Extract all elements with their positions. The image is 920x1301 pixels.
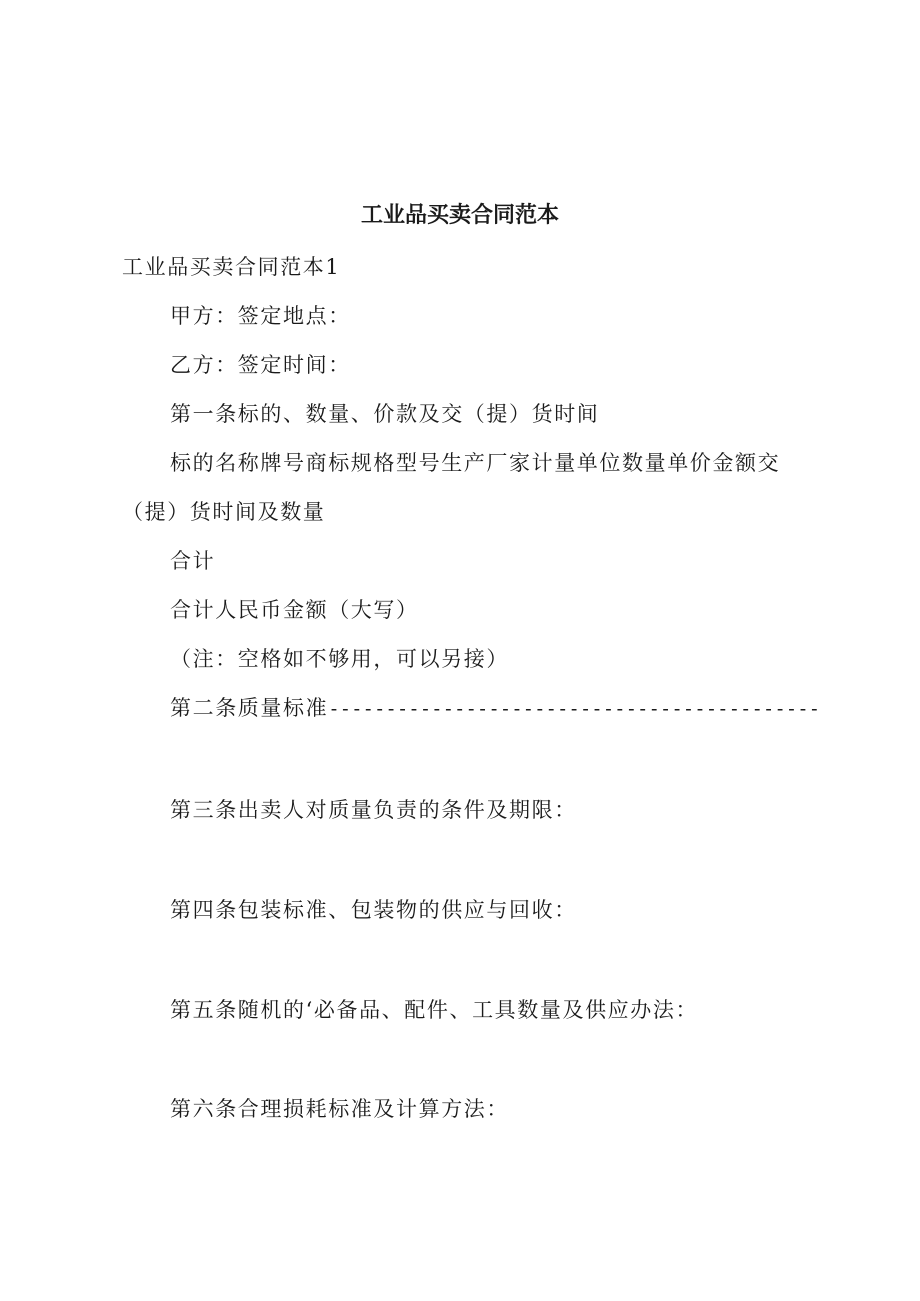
article-6-heading: 第六条合理损耗标准及计算方法： — [170, 1097, 509, 1121]
article-2-line — [170, 698, 820, 719]
party-a-line: 甲方：签定地点： — [170, 304, 351, 328]
table-columns-line-1: 标的名称牌号商标规格型号生产厂家计量单位数量单价金额交 — [170, 451, 781, 475]
document-title: 工业品买卖合同范本 — [360, 203, 559, 228]
article-5-heading: 第五条随机的‘必备品、配件、工具数量及供应办法： — [170, 998, 699, 1022]
article-4-heading: 第四条包装标准、包装物的供应与回收： — [170, 898, 577, 922]
article-2-heading: 第二条质量标准 — [170, 696, 329, 720]
total-rmb-label: 合计人民币金额（大写） — [170, 598, 419, 622]
note-line: （注：空格如不够用，可以另接） — [170, 647, 509, 671]
total-label: 合计 — [170, 549, 216, 573]
party-b-line: 乙方：签定时间： — [170, 353, 351, 377]
section-heading: 工业品买卖合同范本1 — [122, 255, 341, 279]
article-1-heading: 第一条标的、数量、价款及交（提）货时间 — [170, 402, 600, 426]
table-columns-line-2: （提）货时间及数量 — [122, 500, 326, 524]
article-2-blank-rule: ------------------------------------------- — [328, 698, 821, 720]
article-3-heading: 第三条出卖人对质量负责的条件及期限： — [170, 798, 577, 822]
